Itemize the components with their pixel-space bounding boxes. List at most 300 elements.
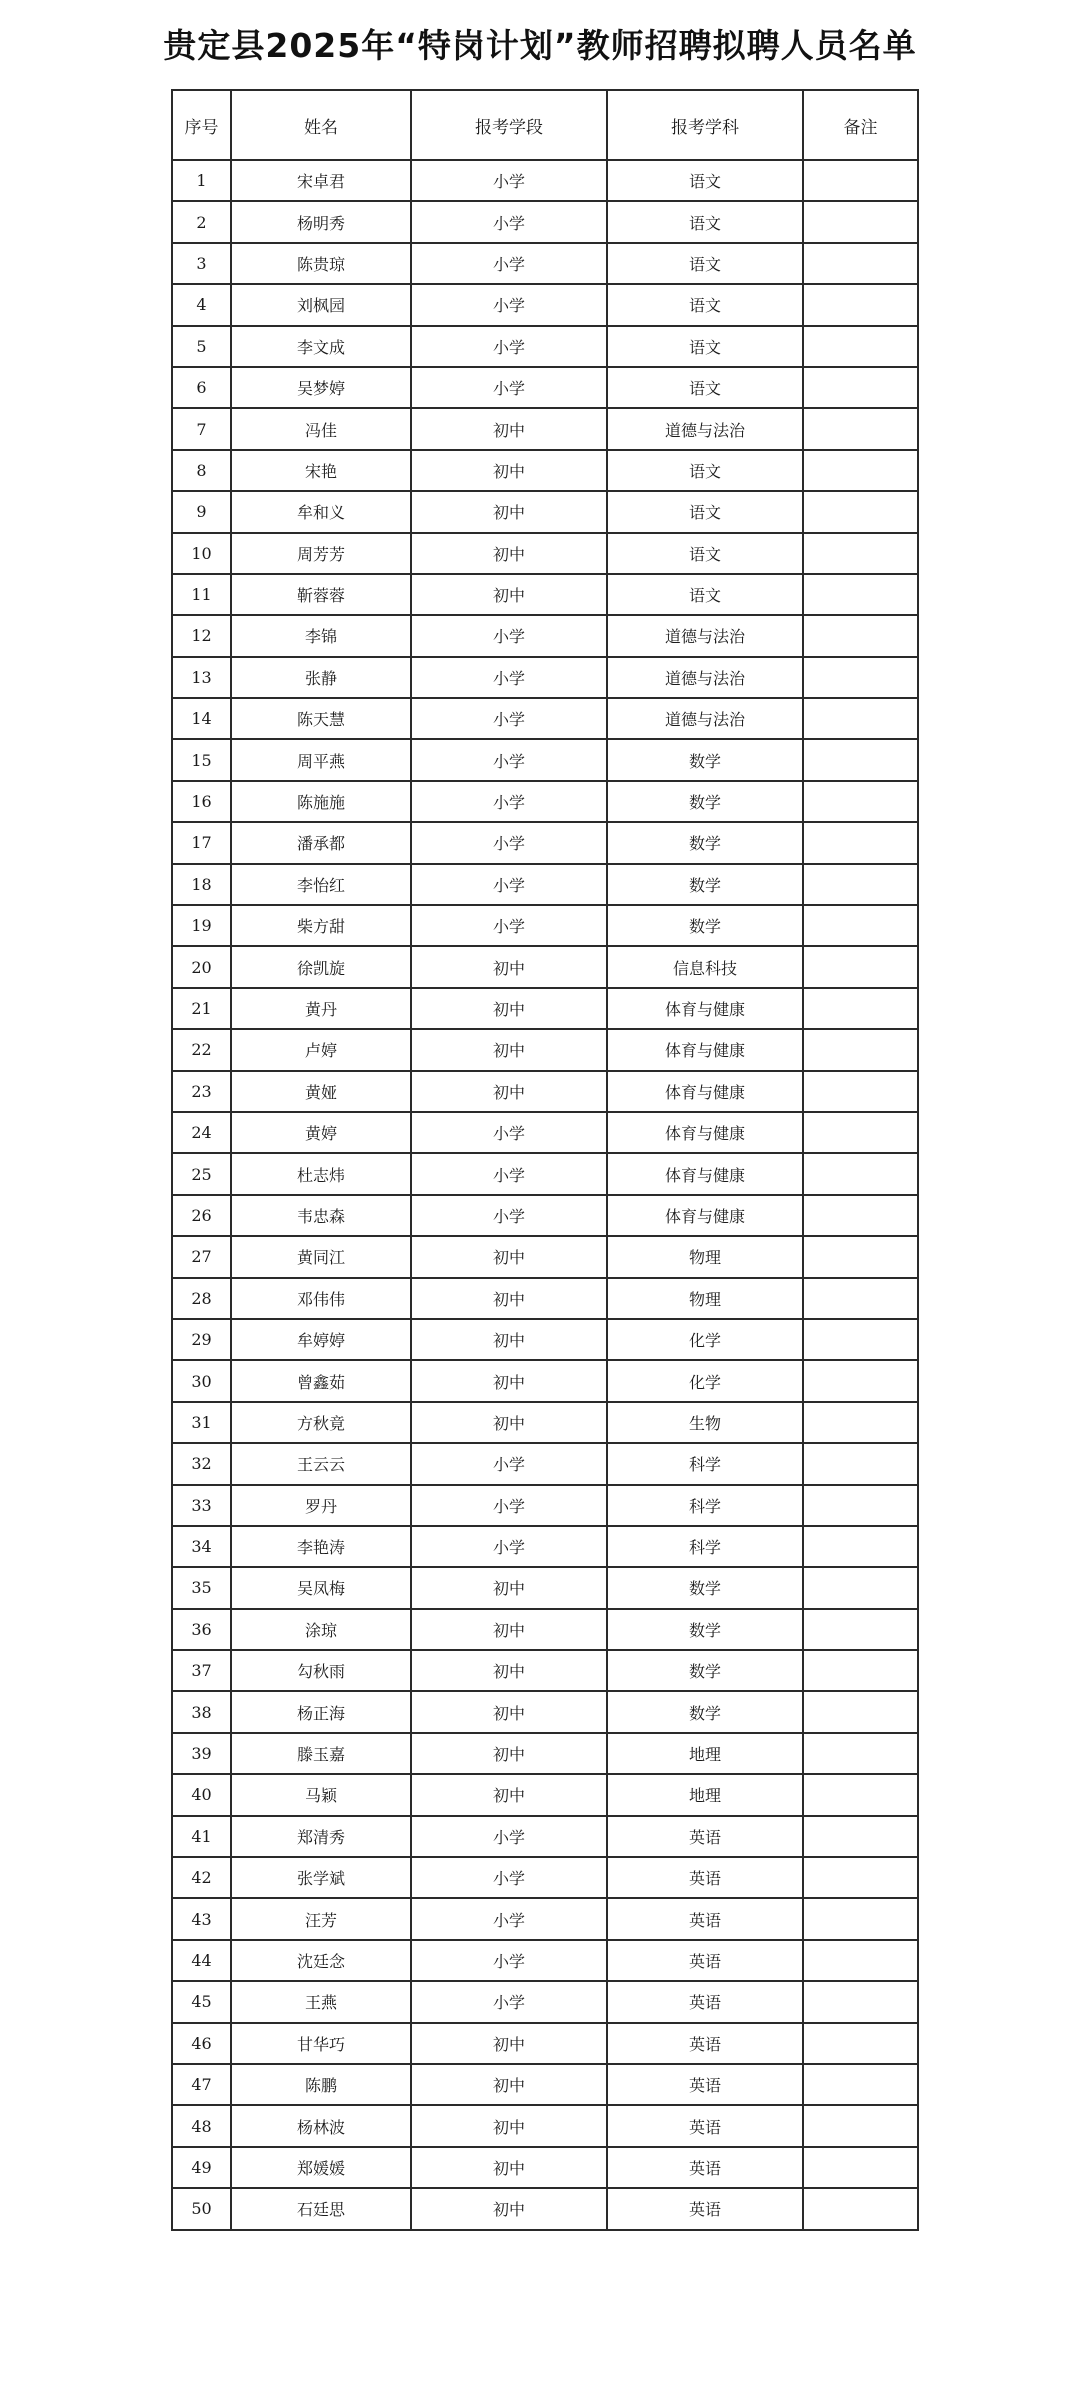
table-row xyxy=(172,284,918,325)
cell-stage: 初中 xyxy=(411,1567,607,1608)
cell-subject: 英语 xyxy=(607,2105,803,2146)
table-row xyxy=(172,1609,918,1650)
cell-subject: 数学 xyxy=(607,1650,803,1691)
cell-note xyxy=(803,1485,918,1526)
cell-stage: 小学 xyxy=(411,1940,607,1981)
cell-index: 45 xyxy=(172,1981,231,2022)
table-row xyxy=(172,491,918,532)
table-row xyxy=(172,1153,918,1194)
table-row xyxy=(172,1319,918,1360)
cell-index: 42 xyxy=(172,1857,231,1898)
cell-subject: 数学 xyxy=(607,864,803,905)
cell-stage: 初中 xyxy=(411,1029,607,1070)
cell-note xyxy=(803,2064,918,2105)
cell-index: 37 xyxy=(172,1650,231,1691)
cell-stage: 小学 xyxy=(411,1153,607,1194)
cell-index: 5 xyxy=(172,326,231,367)
cell-stage: 初中 xyxy=(411,946,607,987)
cell-stage: 初中 xyxy=(411,1691,607,1732)
header-stage: 报考学段 xyxy=(411,90,607,160)
cell-subject: 科学 xyxy=(607,1526,803,1567)
cell-stage: 初中 xyxy=(411,1402,607,1443)
cell-subject: 化学 xyxy=(607,1319,803,1360)
cell-name: 刘枫园 xyxy=(231,284,411,325)
cell-note xyxy=(803,1443,918,1484)
table-row xyxy=(172,988,918,1029)
cell-note xyxy=(803,1609,918,1650)
header-note: 备注 xyxy=(803,90,918,160)
cell-index: 46 xyxy=(172,2023,231,2064)
cell-index: 2 xyxy=(172,201,231,242)
cell-name: 石廷思 xyxy=(231,2188,411,2229)
table-row xyxy=(172,1940,918,1981)
cell-subject: 英语 xyxy=(607,2064,803,2105)
table-row xyxy=(172,657,918,698)
cell-stage: 小学 xyxy=(411,367,607,408)
cell-subject: 数学 xyxy=(607,1691,803,1732)
cell-name: 杨林波 xyxy=(231,2105,411,2146)
cell-note xyxy=(803,2147,918,2188)
table-body xyxy=(172,160,918,2230)
cell-index: 35 xyxy=(172,1567,231,1608)
cell-stage: 小学 xyxy=(411,864,607,905)
cell-stage: 小学 xyxy=(411,615,607,656)
table-row xyxy=(172,1029,918,1070)
cell-name: 勾秋雨 xyxy=(231,1650,411,1691)
cell-name: 方秋竟 xyxy=(231,1402,411,1443)
cell-note xyxy=(803,698,918,739)
cell-note xyxy=(803,533,918,574)
cell-stage: 小学 xyxy=(411,739,607,780)
cell-index: 9 xyxy=(172,491,231,532)
cell-note xyxy=(803,988,918,1029)
cell-stage: 初中 xyxy=(411,2188,607,2229)
cell-subject: 数学 xyxy=(607,905,803,946)
cell-note xyxy=(803,1071,918,1112)
cell-name: 陈鹏 xyxy=(231,2064,411,2105)
cell-subject: 信息科技 xyxy=(607,946,803,987)
cell-stage: 小学 xyxy=(411,822,607,863)
cell-note xyxy=(803,1278,918,1319)
cell-index: 14 xyxy=(172,698,231,739)
cell-note xyxy=(803,367,918,408)
header-index: 序号 xyxy=(172,90,231,160)
cell-stage: 小学 xyxy=(411,1857,607,1898)
cell-stage: 初中 xyxy=(411,574,607,615)
cell-subject: 体育与健康 xyxy=(607,1195,803,1236)
cell-name: 张学斌 xyxy=(231,1857,411,1898)
table-row xyxy=(172,408,918,449)
cell-note xyxy=(803,574,918,615)
cell-index: 33 xyxy=(172,1485,231,1526)
cell-subject: 道德与法治 xyxy=(607,408,803,449)
table-row xyxy=(172,2147,918,2188)
cell-name: 靳蓉蓉 xyxy=(231,574,411,615)
cell-index: 3 xyxy=(172,243,231,284)
cell-index: 31 xyxy=(172,1402,231,1443)
cell-subject: 语文 xyxy=(607,574,803,615)
header-name: 姓名 xyxy=(231,90,411,160)
table-row xyxy=(172,615,918,656)
cell-index: 49 xyxy=(172,2147,231,2188)
cell-stage: 初中 xyxy=(411,2105,607,2146)
cell-subject: 物理 xyxy=(607,1236,803,1277)
recruit-roster-table xyxy=(171,89,919,2231)
cell-index: 26 xyxy=(172,1195,231,1236)
cell-subject: 语文 xyxy=(607,284,803,325)
cell-index: 10 xyxy=(172,533,231,574)
cell-name: 罗丹 xyxy=(231,1485,411,1526)
cell-note xyxy=(803,450,918,491)
cell-name: 陈贵琼 xyxy=(231,243,411,284)
cell-name: 柴方甜 xyxy=(231,905,411,946)
cell-subject: 英语 xyxy=(607,2188,803,2229)
table-row xyxy=(172,201,918,242)
table-row xyxy=(172,1443,918,1484)
cell-subject: 语文 xyxy=(607,450,803,491)
cell-index: 32 xyxy=(172,1443,231,1484)
cell-note xyxy=(803,1940,918,1981)
cell-note xyxy=(803,1195,918,1236)
cell-subject: 数学 xyxy=(607,781,803,822)
table-row xyxy=(172,1195,918,1236)
cell-name: 韦忠森 xyxy=(231,1195,411,1236)
cell-stage: 小学 xyxy=(411,781,607,822)
cell-note xyxy=(803,946,918,987)
cell-stage: 小学 xyxy=(411,1981,607,2022)
cell-stage: 初中 xyxy=(411,1071,607,1112)
cell-index: 34 xyxy=(172,1526,231,1567)
cell-index: 16 xyxy=(172,781,231,822)
table-row xyxy=(172,533,918,574)
cell-subject: 数学 xyxy=(607,822,803,863)
cell-subject: 道德与法治 xyxy=(607,657,803,698)
cell-name: 李文成 xyxy=(231,326,411,367)
cell-name: 吴梦婷 xyxy=(231,367,411,408)
table-row xyxy=(172,822,918,863)
cell-name: 黄同江 xyxy=(231,1236,411,1277)
cell-subject: 体育与健康 xyxy=(607,1112,803,1153)
table-row xyxy=(172,2105,918,2146)
cell-index: 22 xyxy=(172,1029,231,1070)
cell-subject: 数学 xyxy=(607,739,803,780)
cell-name: 黄娅 xyxy=(231,1071,411,1112)
cell-note xyxy=(803,408,918,449)
cell-name: 马颖 xyxy=(231,1774,411,1815)
table-header-row xyxy=(172,90,918,160)
cell-stage: 小学 xyxy=(411,1443,607,1484)
table-row xyxy=(172,698,918,739)
cell-note xyxy=(803,864,918,905)
cell-name: 杨正海 xyxy=(231,1691,411,1732)
cell-stage: 小学 xyxy=(411,243,607,284)
cell-note xyxy=(803,1650,918,1691)
cell-name: 潘承都 xyxy=(231,822,411,863)
cell-name: 周平燕 xyxy=(231,739,411,780)
cell-subject: 数学 xyxy=(607,1567,803,1608)
cell-subject: 英语 xyxy=(607,2023,803,2064)
cell-subject: 英语 xyxy=(607,1981,803,2022)
cell-stage: 初中 xyxy=(411,533,607,574)
cell-name: 滕玉嘉 xyxy=(231,1733,411,1774)
cell-note xyxy=(803,491,918,532)
cell-note xyxy=(803,2188,918,2229)
cell-note xyxy=(803,1774,918,1815)
table-row xyxy=(172,1526,918,1567)
table-row xyxy=(172,1402,918,1443)
cell-note xyxy=(803,326,918,367)
cell-stage: 初中 xyxy=(411,2023,607,2064)
table-row xyxy=(172,946,918,987)
table-row xyxy=(172,160,918,201)
cell-name: 黄婷 xyxy=(231,1112,411,1153)
cell-index: 4 xyxy=(172,284,231,325)
cell-stage: 小学 xyxy=(411,201,607,242)
cell-name: 冯佳 xyxy=(231,408,411,449)
cell-stage: 初中 xyxy=(411,1360,607,1401)
cell-subject: 语文 xyxy=(607,160,803,201)
cell-note xyxy=(803,284,918,325)
cell-name: 黄丹 xyxy=(231,988,411,1029)
cell-subject: 语文 xyxy=(607,201,803,242)
cell-index: 23 xyxy=(172,1071,231,1112)
cell-name: 宋艳 xyxy=(231,450,411,491)
cell-stage: 初中 xyxy=(411,988,607,1029)
table-row xyxy=(172,1071,918,1112)
cell-index: 7 xyxy=(172,408,231,449)
cell-subject: 数学 xyxy=(607,1609,803,1650)
cell-subject: 生物 xyxy=(607,1402,803,1443)
cell-index: 39 xyxy=(172,1733,231,1774)
cell-index: 47 xyxy=(172,2064,231,2105)
cell-index: 6 xyxy=(172,367,231,408)
cell-name: 李怡红 xyxy=(231,864,411,905)
cell-name: 周芳芳 xyxy=(231,533,411,574)
cell-index: 30 xyxy=(172,1360,231,1401)
cell-name: 吴凤梅 xyxy=(231,1567,411,1608)
cell-subject: 地理 xyxy=(607,1774,803,1815)
table-row xyxy=(172,1650,918,1691)
table-row xyxy=(172,1278,918,1319)
cell-index: 44 xyxy=(172,1940,231,1981)
cell-index: 36 xyxy=(172,1609,231,1650)
cell-note xyxy=(803,1319,918,1360)
table-row xyxy=(172,864,918,905)
cell-note xyxy=(803,1360,918,1401)
cell-note xyxy=(803,1691,918,1732)
cell-subject: 地理 xyxy=(607,1733,803,1774)
table-row xyxy=(172,1112,918,1153)
cell-name: 宋卓君 xyxy=(231,160,411,201)
cell-subject: 语文 xyxy=(607,367,803,408)
cell-index: 1 xyxy=(172,160,231,201)
cell-index: 15 xyxy=(172,739,231,780)
cell-stage: 小学 xyxy=(411,657,607,698)
table-row xyxy=(172,367,918,408)
cell-subject: 体育与健康 xyxy=(607,1071,803,1112)
cell-index: 20 xyxy=(172,946,231,987)
cell-stage: 小学 xyxy=(411,1485,607,1526)
cell-name: 王燕 xyxy=(231,1981,411,2022)
cell-note xyxy=(803,657,918,698)
table-row xyxy=(172,905,918,946)
cell-stage: 小学 xyxy=(411,1112,607,1153)
table-row xyxy=(172,1360,918,1401)
page-title: 贵定县2025年“特岗计划”教师招聘拟聘人员名单 xyxy=(163,26,917,65)
table-row xyxy=(172,1733,918,1774)
cell-index: 21 xyxy=(172,988,231,1029)
cell-subject: 语文 xyxy=(607,326,803,367)
cell-stage: 初中 xyxy=(411,1774,607,1815)
cell-name: 杜志炜 xyxy=(231,1153,411,1194)
cell-stage: 初中 xyxy=(411,1733,607,1774)
cell-note xyxy=(803,615,918,656)
cell-name: 杨明秀 xyxy=(231,201,411,242)
cell-name: 牟和义 xyxy=(231,491,411,532)
cell-subject: 体育与健康 xyxy=(607,1029,803,1070)
table-row xyxy=(172,574,918,615)
cell-subject: 英语 xyxy=(607,1940,803,1981)
cell-index: 8 xyxy=(172,450,231,491)
cell-note xyxy=(803,739,918,780)
cell-note xyxy=(803,781,918,822)
table-row xyxy=(172,2188,918,2229)
cell-name: 郑清秀 xyxy=(231,1816,411,1857)
cell-index: 43 xyxy=(172,1898,231,1939)
table-row xyxy=(172,781,918,822)
cell-stage: 初中 xyxy=(411,2064,607,2105)
cell-subject: 英语 xyxy=(607,2147,803,2188)
cell-note xyxy=(803,2023,918,2064)
cell-name: 郑媛媛 xyxy=(231,2147,411,2188)
cell-stage: 小学 xyxy=(411,284,607,325)
cell-note xyxy=(803,1816,918,1857)
cell-note xyxy=(803,1402,918,1443)
cell-stage: 初中 xyxy=(411,450,607,491)
cell-stage: 初中 xyxy=(411,1319,607,1360)
cell-note xyxy=(803,1898,918,1939)
cell-stage: 小学 xyxy=(411,1526,607,1567)
cell-subject: 科学 xyxy=(607,1485,803,1526)
cell-name: 陈天慧 xyxy=(231,698,411,739)
cell-subject: 道德与法治 xyxy=(607,698,803,739)
cell-subject: 语文 xyxy=(607,533,803,574)
cell-name: 徐凯旋 xyxy=(231,946,411,987)
cell-index: 18 xyxy=(172,864,231,905)
cell-stage: 小学 xyxy=(411,326,607,367)
cell-subject: 英语 xyxy=(607,1898,803,1939)
header-subject: 报考学科 xyxy=(607,90,803,160)
table-row xyxy=(172,2023,918,2064)
cell-stage: 小学 xyxy=(411,1816,607,1857)
cell-note xyxy=(803,1857,918,1898)
cell-stage: 小学 xyxy=(411,160,607,201)
cell-subject: 道德与法治 xyxy=(607,615,803,656)
cell-index: 25 xyxy=(172,1153,231,1194)
cell-name: 汪芳 xyxy=(231,1898,411,1939)
cell-stage: 初中 xyxy=(411,408,607,449)
cell-name: 张静 xyxy=(231,657,411,698)
cell-index: 50 xyxy=(172,2188,231,2229)
cell-subject: 科学 xyxy=(607,1443,803,1484)
cell-stage: 小学 xyxy=(411,1898,607,1939)
cell-subject: 化学 xyxy=(607,1360,803,1401)
cell-index: 19 xyxy=(172,905,231,946)
cell-subject: 英语 xyxy=(607,1857,803,1898)
cell-index: 41 xyxy=(172,1816,231,1857)
cell-subject: 体育与健康 xyxy=(607,988,803,1029)
cell-index: 11 xyxy=(172,574,231,615)
cell-name: 陈施施 xyxy=(231,781,411,822)
table-row xyxy=(172,1981,918,2022)
cell-note xyxy=(803,201,918,242)
cell-index: 38 xyxy=(172,1691,231,1732)
cell-subject: 语文 xyxy=(607,243,803,284)
cell-note xyxy=(803,1112,918,1153)
cell-name: 李艳涛 xyxy=(231,1526,411,1567)
cell-stage: 小学 xyxy=(411,698,607,739)
table-row xyxy=(172,1816,918,1857)
cell-index: 48 xyxy=(172,2105,231,2146)
table-row xyxy=(172,1485,918,1526)
cell-note xyxy=(803,1567,918,1608)
cell-note xyxy=(803,1029,918,1070)
cell-name: 牟婷婷 xyxy=(231,1319,411,1360)
cell-index: 13 xyxy=(172,657,231,698)
cell-note xyxy=(803,1153,918,1194)
cell-note xyxy=(803,905,918,946)
cell-name: 甘华巧 xyxy=(231,2023,411,2064)
cell-index: 24 xyxy=(172,1112,231,1153)
cell-stage: 初中 xyxy=(411,1650,607,1691)
cell-stage: 初中 xyxy=(411,2147,607,2188)
table-row xyxy=(172,243,918,284)
cell-index: 40 xyxy=(172,1774,231,1815)
cell-name: 王云云 xyxy=(231,1443,411,1484)
cell-name: 卢婷 xyxy=(231,1029,411,1070)
cell-note xyxy=(803,1236,918,1277)
cell-stage: 初中 xyxy=(411,1609,607,1650)
cell-note xyxy=(803,243,918,284)
table-row xyxy=(172,1567,918,1608)
table-row xyxy=(172,739,918,780)
table-row xyxy=(172,326,918,367)
cell-name: 曾鑫茹 xyxy=(231,1360,411,1401)
cell-stage: 初中 xyxy=(411,1278,607,1319)
cell-name: 沈廷念 xyxy=(231,1940,411,1981)
cell-note xyxy=(803,822,918,863)
cell-name: 涂琼 xyxy=(231,1609,411,1650)
cell-name: 邓伟伟 xyxy=(231,1278,411,1319)
cell-index: 27 xyxy=(172,1236,231,1277)
cell-subject: 物理 xyxy=(607,1278,803,1319)
cell-subject: 语文 xyxy=(607,491,803,532)
cell-note xyxy=(803,1981,918,2022)
cell-stage: 初中 xyxy=(411,1236,607,1277)
table-row xyxy=(172,450,918,491)
cell-stage: 初中 xyxy=(411,491,607,532)
cell-note xyxy=(803,160,918,201)
table-row xyxy=(172,1236,918,1277)
cell-index: 28 xyxy=(172,1278,231,1319)
cell-stage: 小学 xyxy=(411,1195,607,1236)
cell-subject: 英语 xyxy=(607,1816,803,1857)
table-row xyxy=(172,1857,918,1898)
table-row xyxy=(172,1774,918,1815)
cell-stage: 小学 xyxy=(411,905,607,946)
cell-note xyxy=(803,1526,918,1567)
cell-name: 李锦 xyxy=(231,615,411,656)
